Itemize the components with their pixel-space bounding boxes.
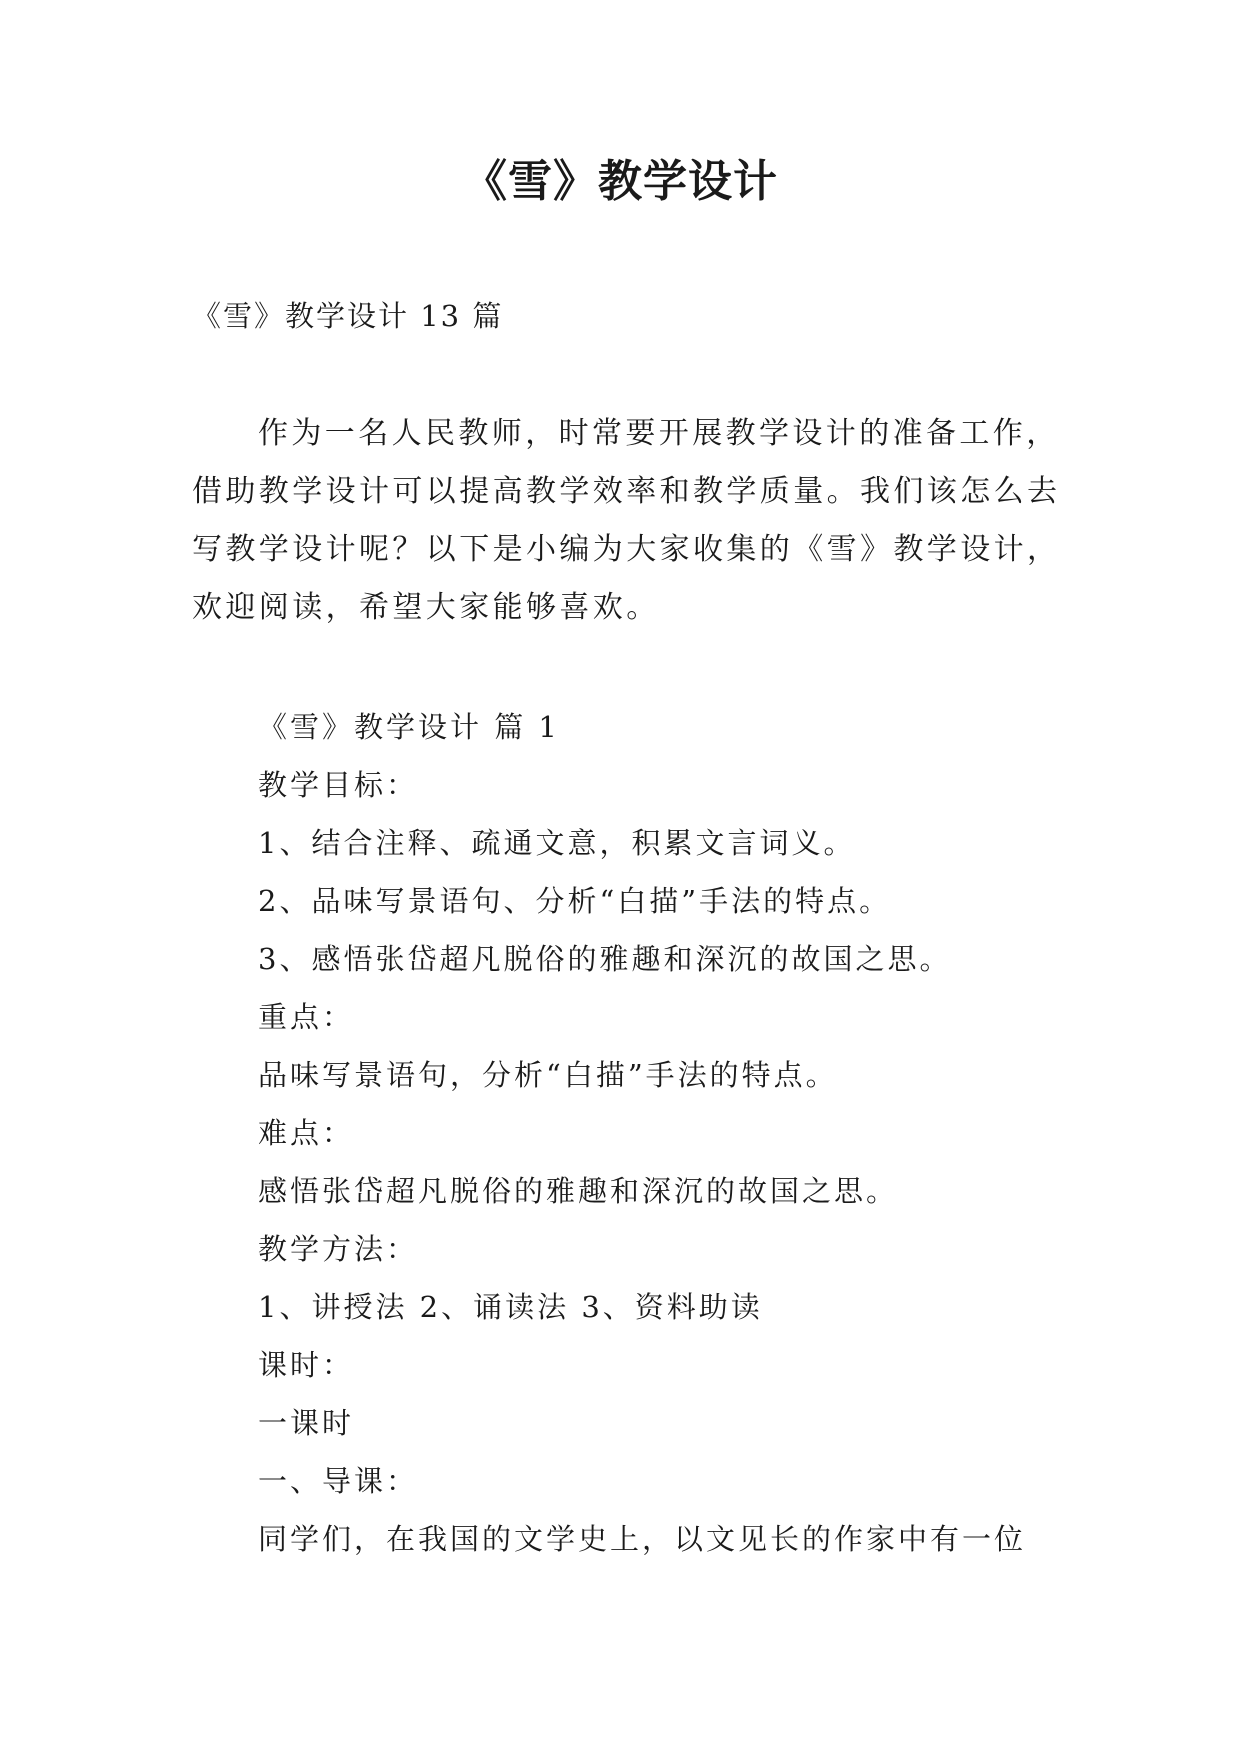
text-line: 重点：	[258, 1000, 355, 1034]
text-line: 教学目标：	[258, 768, 419, 802]
text-line: 1、讲授法 2、诵读法 3、资料助读	[258, 1290, 763, 1324]
text-line: 1、结合注释、疏通文意，积累文言词义。	[258, 826, 856, 860]
text-line: 3、感悟张岱超凡脱俗的雅趣和深沉的故国之思。	[258, 942, 952, 976]
intro-paragraph: 作为一名人民教师，时常要开展教学设计的准备工作，借助教学设计可以提高教学效率和教学质量。我们该怎么去写教学设计呢？以下是小编为大家收集的《雪》教学设计，欢迎阅读，希望大家能够喜欢。	[192, 416, 1061, 625]
text-line: 一、导课：	[258, 1464, 419, 1498]
text-line: 一课时	[258, 1406, 355, 1440]
document-title: 《雪》教学设计	[463, 156, 778, 207]
section-heading: 《雪》教学设计 篇 1	[258, 710, 560, 744]
text-line: 难点：	[258, 1116, 355, 1150]
text-line: 教学方法：	[258, 1232, 419, 1266]
text-line: 品味写景语句，分析“白描”手法的特点。	[258, 1058, 838, 1092]
text-line: 同学们，在我国的文学史上，以文见长的作家中有一位	[258, 1522, 1027, 1556]
text-line: 2、品味写景语句、分析“白描”手法的特点。	[258, 884, 892, 918]
text-line: 感悟张岱超凡脱俗的雅趣和深沉的故国之思。	[258, 1174, 899, 1208]
document-subtitle: 《雪》教学设计 13 篇	[192, 299, 504, 333]
text-line: 课时：	[258, 1348, 355, 1382]
lesson-section	[258, 698, 1088, 1568]
